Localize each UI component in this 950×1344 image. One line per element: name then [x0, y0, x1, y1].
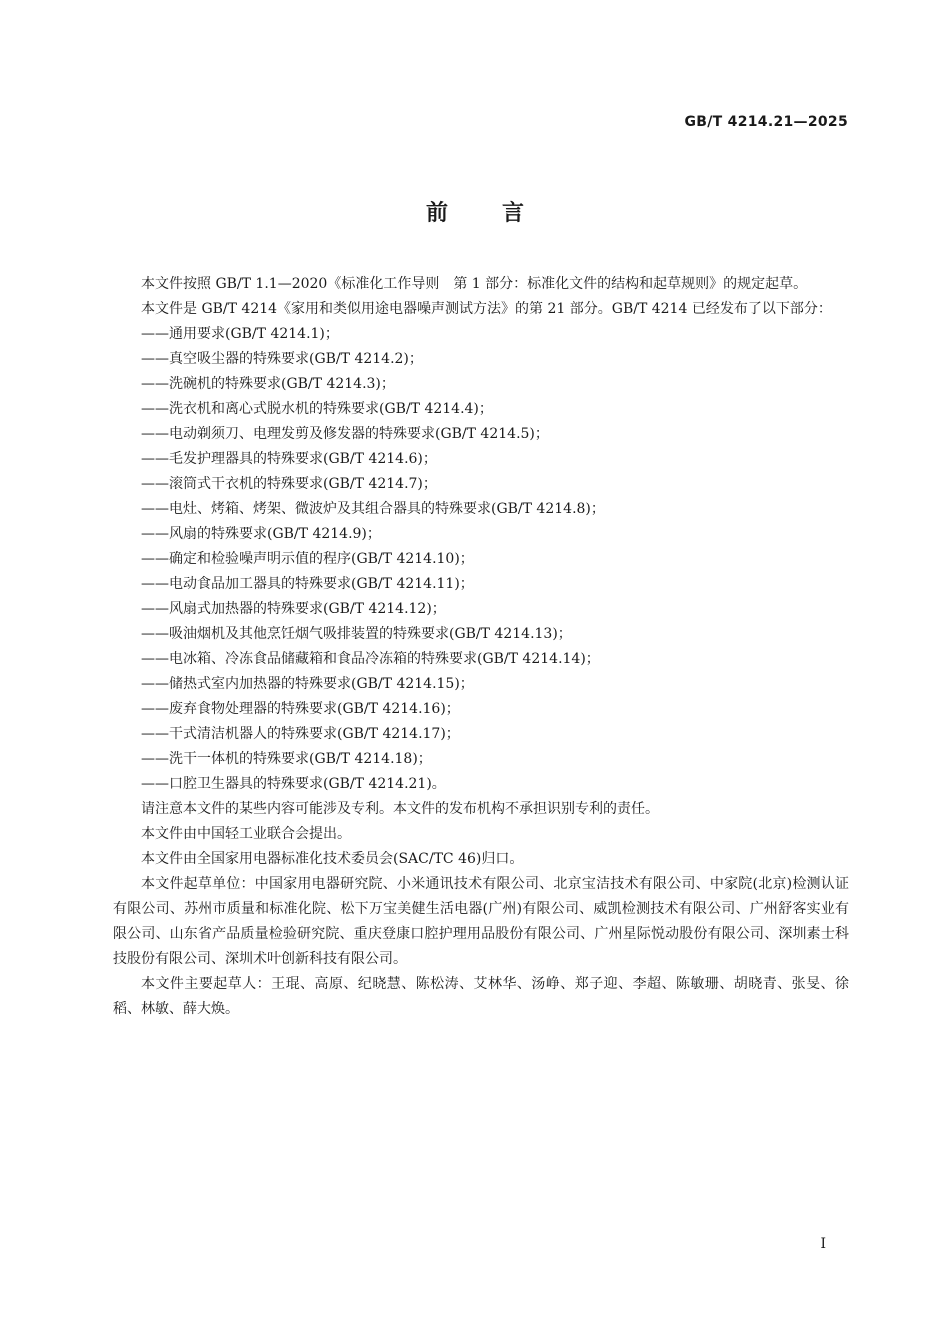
list-item: ——储热式室内加热器的特殊要求(GB/T 4214.15)； [141, 676, 474, 692]
list-item: ——通用要求(GB/T 4214.1)； [141, 326, 339, 342]
paragraph-drafting-units: 本文件起草单位：中国家用电器研究院、小米通讯技术有限公司、北京宝洁技术有限公司、中家院(北京)检测认证有限公司、苏州市质量和标准化院、松下万宝美健生活电器(广州)有限公司、威凯检测技术有限公司、广州舒客实业有限公司、山东省产品质量检验研究院、重庆登康口腔护理用品股份有限公司、广州星际悦动股份有限公司、深圳素士科技股份有限公司、深圳术叶创新科技有限公司。 [113, 876, 849, 967]
paragraph-committee: 本文件由全国家用电器标准化技术委员会(SAC/TC 46)归口。 [141, 851, 524, 867]
page-title: 前言 [425, 201, 578, 226]
paragraph-patent-notice: 请注意本文件的某些内容可能涉及专利。本文件的发布机构不承担识别专利的责任。 [141, 801, 659, 817]
document-number: GB/T 4214.21—2025 [684, 114, 848, 130]
paragraph-proposer: 本文件由中国轻工业联合会提出。 [141, 826, 351, 842]
paragraph-series-intro: 本文件是 GB/T 4214《家用和类似用途电器噪声测试方法》的第 21 部分。GB/T 4214 已经发布了以下部分： [141, 301, 832, 317]
list-item: ——洗干一体机的特殊要求(GB/T 4214.18)； [141, 751, 432, 767]
list-item: ——电灶、烤箱、烤架、微波炉及其组合器具的特殊要求(GB/T 4214.8)； [141, 501, 605, 517]
list-item: ——滚筒式干衣机的特殊要求(GB/T 4214.7)； [141, 476, 437, 492]
list-item: ——电动剃须刀、电理发剪及修发器的特殊要求(GB/T 4214.5)； [141, 426, 549, 442]
paragraph-main-drafters: 本文件主要起草人：王琨、高原、纪晓慧、陈松涛、艾林华、汤峥、郑子迎、李超、陈敏珊、胡晓青、张旻、徐稻、林敏、薛大焕。 [113, 976, 849, 1017]
list-item: ——毛发护理器具的特殊要求(GB/T 4214.6)； [141, 451, 437, 467]
list-item: ——废弃食物处理器的特殊要求(GB/T 4214.16)； [141, 701, 460, 717]
list-item: ——电冰箱、冷冻食品储藏箱和食品冷冻箱的特殊要求(GB/T 4214.14)； [141, 651, 600, 667]
list-item: ——吸油烟机及其他烹饪烟气吸排装置的特殊要求(GB/T 4214.13)； [141, 626, 572, 642]
list-item: ——风扇的特殊要求(GB/T 4214.9)； [141, 526, 381, 542]
list-item: ——洗碗机的特殊要求(GB/T 4214.3)； [141, 376, 395, 392]
list-item: ——干式清洁机器人的特殊要求(GB/T 4214.17)； [141, 726, 460, 742]
list-item: ——洗衣机和离心式脱水机的特殊要求(GB/T 4214.4)； [141, 401, 493, 417]
list-item: ——风扇式加热器的特殊要求(GB/T 4214.12)； [141, 601, 446, 617]
page-number: I [820, 1236, 826, 1252]
list-item: ——真空吸尘器的特殊要求(GB/T 4214.2)； [141, 351, 423, 367]
list-item: ——电动食品加工器具的特殊要求(GB/T 4214.11)； [141, 576, 474, 592]
list-item: ——确定和检验噪声明示值的程序(GB/T 4214.10)； [141, 551, 474, 567]
paragraph-drafting-rules: 本文件按照 GB/T 1.1—2020《标准化工作导则 第 1 部分：标准化文件的结构和起草规则》的规定起草。 [141, 276, 808, 292]
foreword-body [113, 272, 849, 1022]
published-parts-list [113, 322, 849, 797]
list-item: ——口腔卫生器具的特殊要求(GB/T 4214.21)。 [141, 776, 446, 792]
